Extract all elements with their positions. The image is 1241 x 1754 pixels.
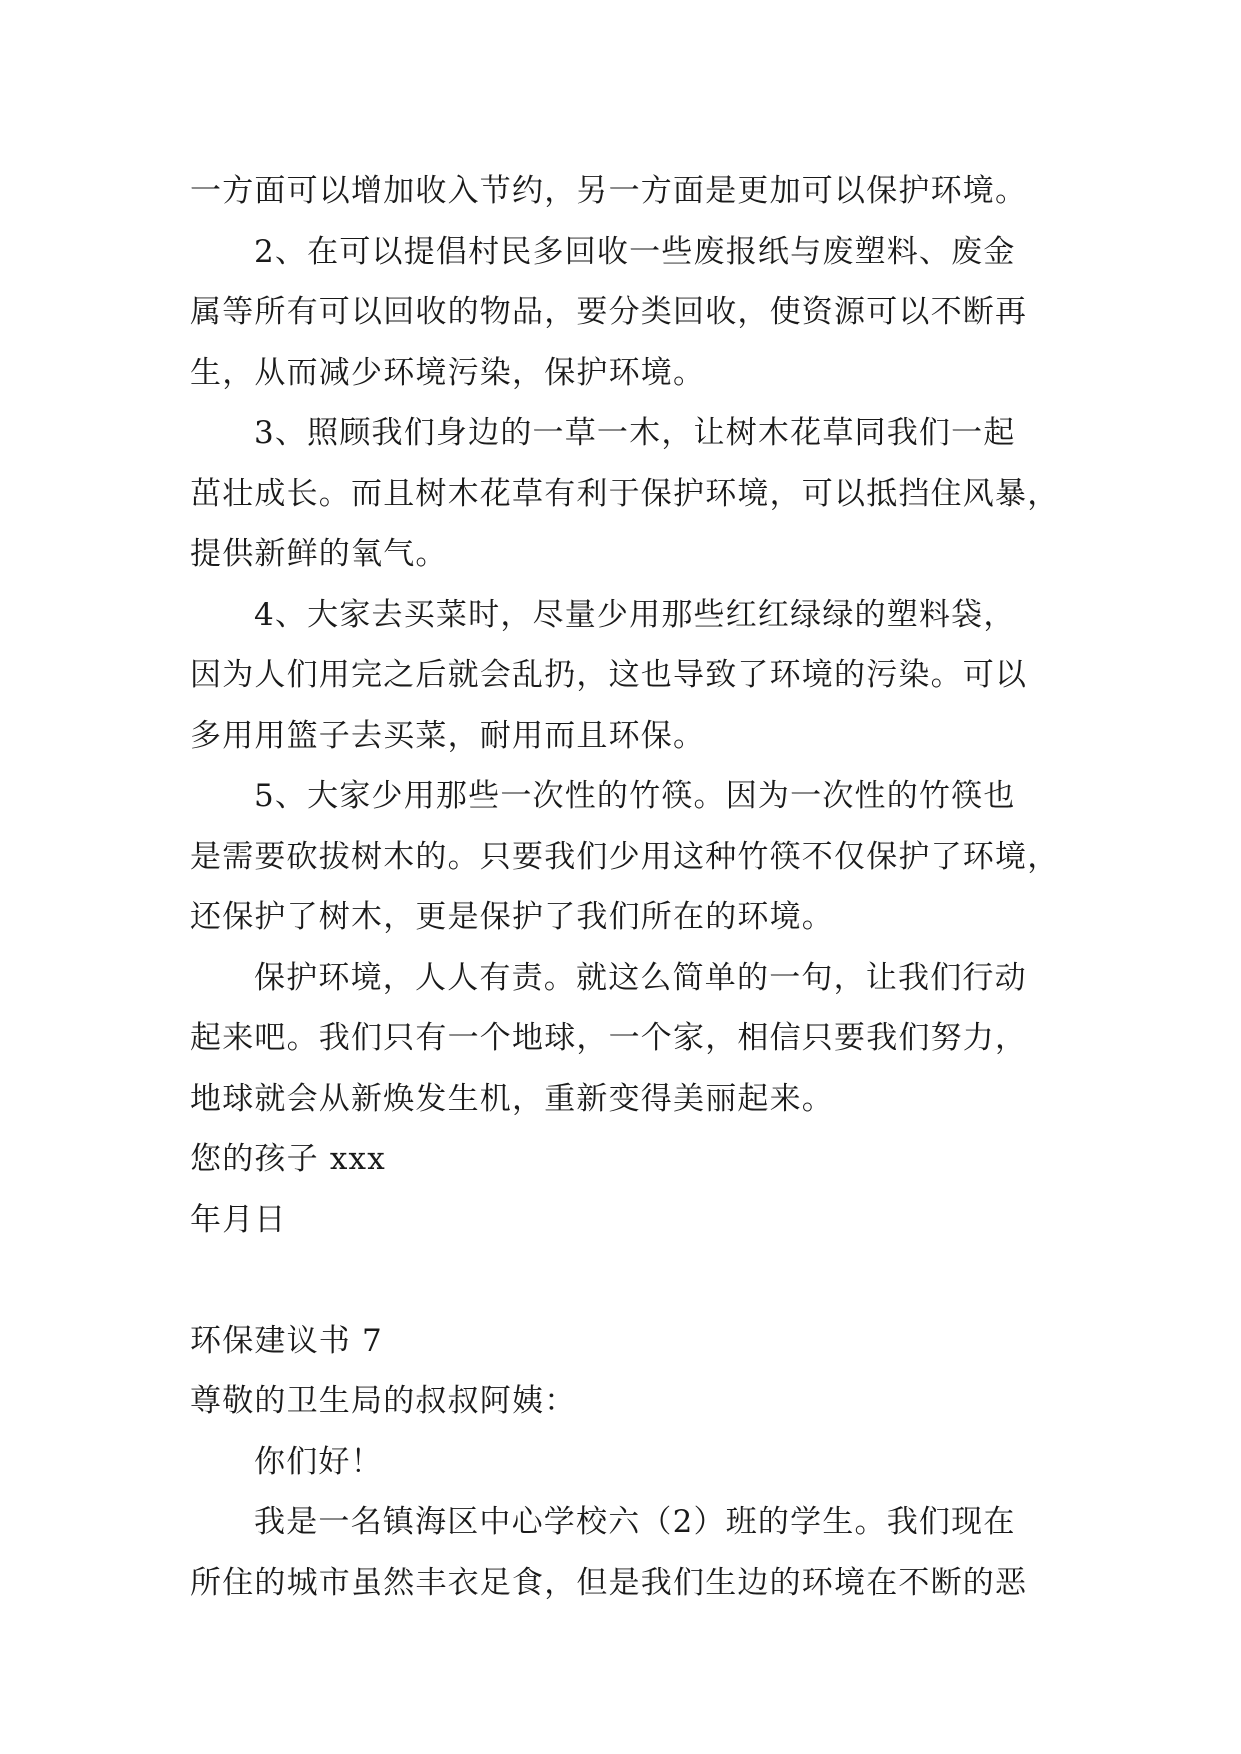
text-line: 3、照顾我们身边的一草一木，让树木花草同我们一起 <box>254 415 1016 451</box>
blank-line <box>190 1250 1070 1311</box>
document-body <box>190 161 1070 1613</box>
greeting: 你们好！ <box>254 1443 383 1480</box>
text-line: 2、在可以提倡村民多回收一些废报纸与废塑料、废金 <box>254 233 1016 270</box>
text-line: 地球就会从新焕发生机，重新变得美丽起来。 <box>190 1080 834 1117</box>
text-line: 5、大家少用那些一次性的竹筷。因为一次性的竹筷也 <box>254 778 1016 814</box>
text-line: 还保护了树木，更是保护了我们所在的环境。 <box>190 899 834 935</box>
text-line: 4、大家去买菜时，尽量少用那些红红绿绿的塑料袋， <box>254 596 1016 633</box>
section-title: 环保建议书 7 <box>190 1322 383 1359</box>
text-line: 茁壮成长。而且树木花草有利于保护环境，可以抵挡住风暴， <box>190 475 1060 512</box>
text-line: 属等所有可以回收的物品，要分类回收，使资源可以不断再 <box>190 294 1028 330</box>
text-line: 生，从而减少环境污染，保护环境。 <box>190 354 706 391</box>
text-line: 我是一名镇海区中心学校六（2）班的学生。我们现在 <box>254 1504 1016 1540</box>
text-line: 多用用篮子去买菜，耐用而且环保。 <box>190 717 706 754</box>
text-line: 所住的城市虽然丰衣足食，但是我们生边的环境在不断的恶 <box>190 1564 1028 1601</box>
date-line: 年月日 <box>190 1201 287 1238</box>
text-line: 一方面可以增加收入节约，另一方面是更加可以保护环境。 <box>190 173 1028 209</box>
salutation: 尊敬的卫生局的叔叔阿姨： <box>190 1383 577 1419</box>
signature: 您的孩子 xxx <box>190 1141 386 1177</box>
text-line: 起来吧。我们只有一个地球，一个家，相信只要我们努力， <box>190 1020 1028 1056</box>
text-line: 是需要砍拔树木的。只要我们少用这种竹筷不仅保护了环境， <box>190 838 1060 875</box>
text-line: 提供新鲜的氧气。 <box>190 536 448 572</box>
text-line: 因为人们用完之后就会乱扔，这也导致了环境的污染。可以 <box>190 657 1028 693</box>
text-line: 保护环境，人人有责。就这么简单的一句，让我们行动 <box>254 959 1027 996</box>
